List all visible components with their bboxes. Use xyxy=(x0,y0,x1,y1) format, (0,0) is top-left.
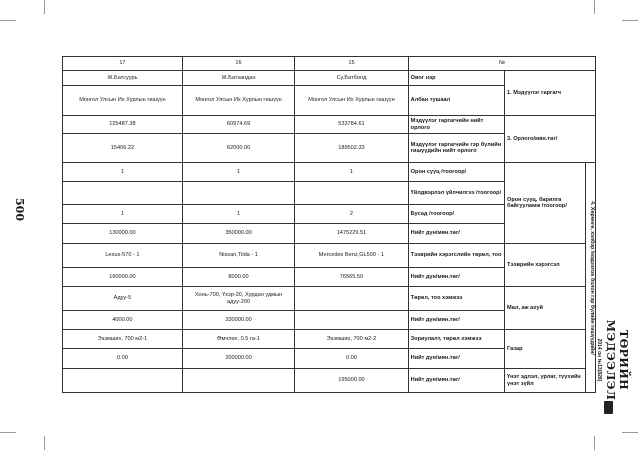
value-cell: Адуу-5 xyxy=(63,287,183,311)
name-cell: Ж.Батсуурь xyxy=(63,71,183,86)
section-label: Мал, аж ахуй xyxy=(504,287,585,330)
value-cell: Lexus-570 - 1 xyxy=(63,244,183,268)
section-label: Газар xyxy=(504,330,585,369)
position-cell: Монгол Улсын Их Хурлын гишүүн xyxy=(182,86,294,116)
value-cell: 76565.50 xyxy=(295,268,408,287)
row-label: Нийт дүн/мян.төг/ xyxy=(408,268,504,287)
value-cell: 8000.00 xyxy=(182,268,294,287)
section-label: 3. Орлого/мян.төг/ xyxy=(504,116,595,163)
value-cell: 4000.00 xyxy=(63,311,183,330)
name-cell: Ж.Батзандан xyxy=(182,71,294,86)
value-cell xyxy=(295,287,408,311)
value-cell: Mercedes Benz,GL500 - 1 xyxy=(295,244,408,268)
value-cell: 60974.69 xyxy=(182,116,294,134)
row-label: Зориулалт, төрөл хэмжээ xyxy=(408,330,504,349)
row-label: Төрөл, тоо хэмжээ xyxy=(408,287,504,311)
col-17-header: 17 xyxy=(63,57,183,71)
value-cell xyxy=(295,182,408,205)
crop-mark xyxy=(594,0,595,14)
value-cell: 533784.61 xyxy=(295,116,408,134)
crop-mark xyxy=(622,20,638,21)
value-cell: 15406.22 xyxy=(63,134,183,163)
emblem-icon xyxy=(604,401,613,414)
value-cell: Хонь-700, Үхэр-20, Хурдан удмын адуу-200 xyxy=(182,287,294,311)
table-header-row xyxy=(63,57,596,71)
table-row xyxy=(63,163,596,182)
row-label: Нийт дүн/мян.төг/ xyxy=(408,349,504,369)
row-label: Тээврийн хэрэгслийн төрөл, тоо xyxy=(408,244,504,268)
section-label: Орон сууц, барилга байгууламж /тоогоор/ xyxy=(504,163,585,244)
table-row xyxy=(63,116,596,134)
position-cell: Монгол Улсын Их Хурлын гишүүн xyxy=(295,86,408,116)
section-label: 1. Мэдүүлэг гаргагч xyxy=(504,71,595,116)
row-label: Мэдүүлэг гаргагчийн нийт орлого xyxy=(408,116,504,134)
value-cell: 200000.00 xyxy=(182,349,294,369)
value-cell: 1 xyxy=(63,163,183,182)
table-row xyxy=(63,287,596,311)
row-label: Үйлдвэрлэл үйлчилгээ /тоогоор/ xyxy=(408,182,504,205)
crop-mark xyxy=(0,432,16,433)
masthead-issue: 2014 он №13(828) xyxy=(596,338,602,382)
value-cell: 1 xyxy=(182,163,294,182)
value-cell: Эзэмших, 700 м2-2 xyxy=(295,330,408,349)
row-label: Мэдүүлэг гаргагчийн гэр бүлийн гишүүдийн нийт орлого xyxy=(408,134,504,163)
value-cell: 2 xyxy=(295,205,408,224)
value-cell xyxy=(63,182,183,205)
value-cell: 0.00 xyxy=(295,349,408,369)
vertical-section-text: 4. Хөрөнгө, хэлбэр /мэдээлэх болон гэр бүлийн гишүүдийн/ xyxy=(588,200,595,355)
row-label: Нийт дүн/мян.төг/ xyxy=(408,224,504,244)
crop-mark xyxy=(594,436,595,450)
value-cell xyxy=(295,311,408,330)
row-label: Албан тушаал xyxy=(408,86,504,116)
row-label: Бусад /тоогоор/ xyxy=(408,205,504,224)
row-label: Орон сууц /тоогоор/ xyxy=(408,163,504,182)
section-label: Тээврийн хэрэгсэл xyxy=(504,244,585,287)
number-header: № xyxy=(408,57,595,71)
value-cell: 189502.33 xyxy=(295,134,408,163)
value-cell xyxy=(182,182,294,205)
value-cell: 1475229.51 xyxy=(295,224,408,244)
col-15-header: 15 xyxy=(295,57,408,71)
value-cell: 195000.00 xyxy=(295,369,408,393)
value-cell: 160000.00 xyxy=(63,268,183,287)
table-row xyxy=(63,369,596,393)
masthead xyxy=(589,300,637,420)
value-cell: 125487.38 xyxy=(63,116,183,134)
crop-mark xyxy=(44,436,45,450)
name-cell: Су.Батболд xyxy=(295,71,408,86)
value-cell: 130000.00 xyxy=(63,224,183,244)
crop-mark xyxy=(44,0,45,14)
value-cell: 62000.00 xyxy=(182,134,294,163)
masthead-text xyxy=(596,300,630,420)
table-row xyxy=(63,71,596,86)
section-label: Үнэт эдлэл, урлаг, түүхийн үнэт зүйл xyxy=(504,369,585,393)
value-cell: 1 xyxy=(295,163,408,182)
value-cell xyxy=(182,369,294,393)
masthead-title: ТӨРИЙН МЭДЭЭЛЭЛ xyxy=(604,319,630,401)
value-cell: Nissan,Tiida - 1 xyxy=(182,244,294,268)
value-cell: 1 xyxy=(63,205,183,224)
value-cell: 0.00 xyxy=(63,349,183,369)
value-cell: Өмчлөх, 0.5 га-1 xyxy=(182,330,294,349)
row-label: Нийт дүн/мян.төг/ xyxy=(408,369,504,393)
value-cell: Эзэмших, 700 м2-1 xyxy=(63,330,183,349)
value-cell: 1 xyxy=(182,205,294,224)
value-cell: 330000.00 xyxy=(182,311,294,330)
crop-mark xyxy=(0,20,16,21)
table-row xyxy=(63,330,596,349)
declaration-table xyxy=(62,56,596,393)
crop-mark xyxy=(622,432,638,433)
position-cell: Монгол Улсын Их Хурлын гишүүн xyxy=(63,86,183,116)
page-number: 500 xyxy=(12,198,26,221)
row-label: Нийт дүн/мян.төг/ xyxy=(408,311,504,330)
col-16-header: 16 xyxy=(182,57,294,71)
value-cell xyxy=(63,369,183,393)
value-cell: 350000.00 xyxy=(182,224,294,244)
table-row xyxy=(63,244,596,268)
row-label: Овог нэр xyxy=(408,71,504,86)
